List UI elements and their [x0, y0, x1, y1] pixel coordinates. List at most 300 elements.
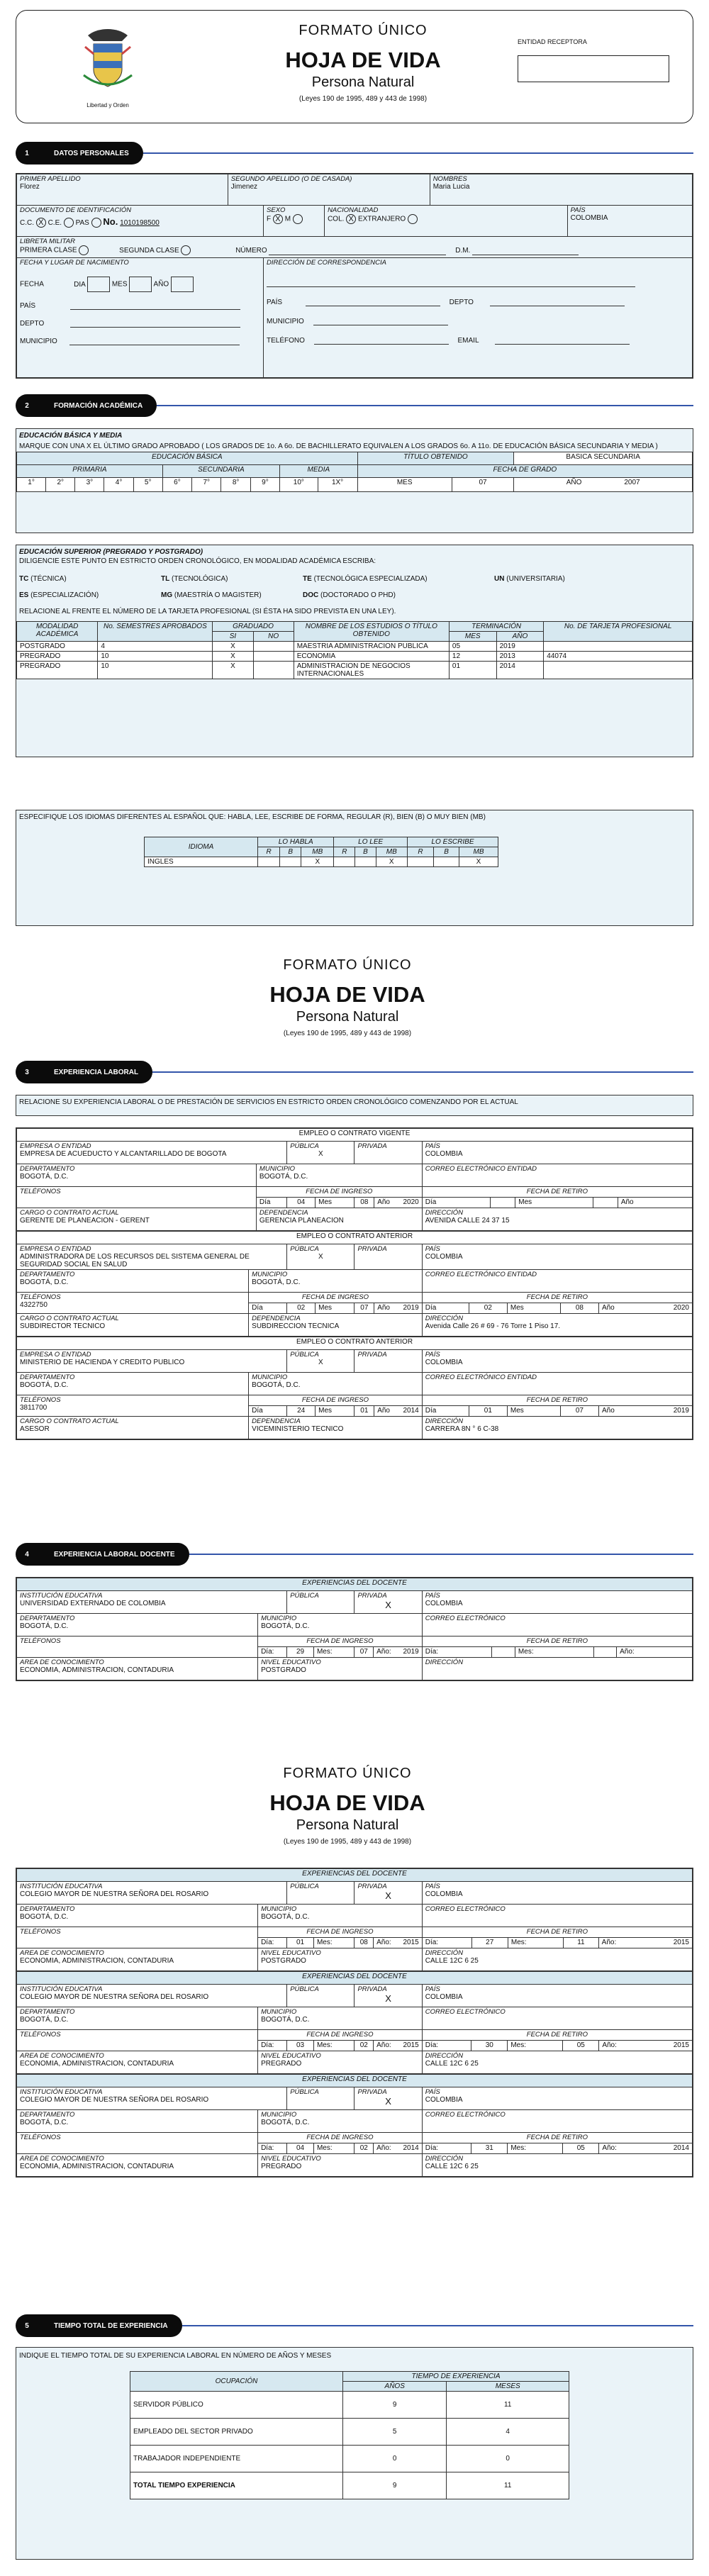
mes-label: Mes [515, 1198, 593, 1208]
grado-anio-label: AÑO [566, 479, 582, 486]
dia-label: Día: [422, 1938, 471, 1948]
section-number: 3 [25, 1068, 29, 1076]
area-label: AREA DE CONOCIMIENTO [20, 1658, 104, 1666]
area-field[interactable]: ECONOMIA, ADMINISTRACION, CONTADURIA [20, 2060, 174, 2068]
edu-si-cell[interactable]: X [213, 662, 253, 679]
nivel-field[interactable]: PREGRADO [261, 2060, 302, 2068]
anios-cell[interactable]: 9 [343, 2392, 447, 2419]
h-r: R [258, 847, 280, 857]
depto-label: DEPARTAMENTO [20, 1271, 75, 1278]
idioma-mark-cell[interactable]: X [459, 857, 498, 867]
second-surname-field[interactable]: Jimenez [230, 183, 258, 191]
primera-clase-radio[interactable] [79, 245, 89, 255]
first-surname-label: PRIMER APELLIDO [20, 175, 81, 183]
edu-sem-cell[interactable]: 4 [98, 642, 213, 652]
publica-mark[interactable]: X [318, 1150, 323, 1158]
page-subtitle: Persona Natural [296, 1817, 399, 1833]
empresa-label: EMPRESA O ENTIDAD [20, 1245, 91, 1253]
tel-label: TELÉFONOS [20, 1637, 61, 1645]
retiro-anio[interactable]: 2019 [673, 1407, 689, 1415]
anio-label: Año: [602, 2041, 617, 2049]
retiro-dia[interactable] [492, 1647, 515, 1658]
formato-label: FORMATO ÚNICO [283, 957, 412, 973]
section-3-pill [16, 1061, 152, 1083]
privada-mark[interactable]: X [385, 1600, 391, 1610]
nivel-label: NIVEL EDUCATIVO [261, 2155, 321, 2163]
inst-label: INSTITUCIÓN EDUCATIVA [20, 2088, 103, 2096]
fecha-grado-header: FECHA DE GRADO [357, 465, 692, 478]
anio-label: Año [377, 1407, 390, 1415]
privada-mark[interactable]: X [385, 1890, 391, 1901]
depto-field[interactable]: BOGOTÁ, D.C. [20, 2016, 69, 2024]
anios-cell[interactable]: 0 [343, 2446, 447, 2472]
inst-field[interactable]: COLEGIO MAYOR DE NUESTRA SEÑORA DEL ROSARIO [20, 2096, 209, 2104]
area-field[interactable]: ECONOMIA, ADMINISTRACION, CONTADURIA [20, 1957, 174, 1965]
edu-si-cell[interactable]: X [213, 642, 253, 652]
meses-cell[interactable]: 11 [447, 2472, 569, 2499]
anios-cell[interactable]: 5 [343, 2419, 447, 2446]
ce-label: C.E. [48, 219, 62, 227]
retiro-anio[interactable]: 2020 [673, 1304, 689, 1312]
municipio-field[interactable]: BOGOTÁ, D.C. [259, 1173, 308, 1181]
sex-label: SEXO [267, 206, 286, 214]
names-field[interactable]: Maria Lucia [432, 183, 470, 191]
primera-clase-label: PRIMERA CLASE [20, 246, 77, 255]
dependencia-field[interactable]: GERENCIA PLANEACION [259, 1217, 344, 1225]
cargo-field[interactable]: ASESOR [20, 1425, 50, 1433]
section-number: 1 [25, 149, 29, 157]
tel-field[interactable]: 3811700 [20, 1404, 48, 1412]
inst-field[interactable]: COLEGIO MAYOR DE NUESTRA SEÑORA DEL ROSARIO [20, 1890, 209, 1898]
dia-label: Día: [422, 2143, 471, 2154]
tel-field[interactable]: 4322750 [20, 1301, 48, 1309]
municipio-field[interactable]: BOGOTÁ, D.C. [261, 1622, 310, 1630]
h-tarjeta: No. DE TARJETA PROFESIONAL [544, 622, 693, 642]
idioma-mark-cell[interactable] [280, 857, 301, 867]
edu-nombre-cell[interactable]: ECONOMIA [294, 652, 449, 662]
pais-field[interactable]: COLOMBIA [570, 214, 608, 222]
birth-month-field[interactable] [129, 277, 152, 292]
ingreso-anio[interactable]: 2015 [403, 1939, 419, 1946]
municipio-label: MUNICIPIO [261, 1615, 297, 1622]
edu-mod-cell[interactable]: PREGRADO [17, 662, 98, 679]
nationality-label: NACIONALIDAD [328, 206, 379, 214]
edu-mod-cell[interactable]: PREGRADO [17, 652, 98, 662]
depto-field[interactable]: BOGOTÁ, D.C. [20, 1381, 69, 1389]
address-label: DIRECCIÓN DE CORRESPONDENCIA [267, 259, 386, 267]
edu-no-cell[interactable] [253, 662, 294, 679]
tel-label: TELÉFONOS [20, 2134, 61, 2141]
section-title: DATOS PERSONALES [54, 149, 129, 157]
privada-mark[interactable]: X [385, 1993, 391, 2004]
empresa-field[interactable]: MINISTERIO DE HACIENDA Y CREDITO PUBLICO [20, 1359, 185, 1366]
retiro-mes[interactable]: 07 [560, 1406, 598, 1417]
h-terminacion: TERMINACIÓN [449, 622, 543, 632]
job-block [16, 1128, 693, 1231]
retiro-mes[interactable]: 05 [563, 2041, 599, 2051]
code-text: (ESPECIALIZACIÓN) [30, 591, 99, 599]
ingreso-mes[interactable]: 02 [354, 2041, 374, 2051]
nivel-field[interactable]: POSTGRADO [261, 1957, 306, 1965]
direccion-label: DIRECCIÓN [425, 1209, 464, 1217]
retiro-dia[interactable]: 30 [471, 2041, 508, 2051]
code-tc [19, 575, 161, 583]
birth-depto [20, 320, 260, 328]
ingreso-mes[interactable]: 07 [354, 1303, 374, 1314]
direccion-label: DIRECCIÓN [425, 1417, 464, 1425]
dia-label: Día: [258, 2041, 287, 2051]
ingreso-dia[interactable]: 02 [287, 1303, 316, 1314]
direccion-field[interactable]: CARRERA 8N ° 6 C-38 [425, 1425, 499, 1433]
h-graduado: GRADUADO [213, 622, 294, 632]
edu-mes-cell[interactable]: 01 [449, 662, 496, 679]
edu-tarj-cell[interactable] [544, 662, 693, 679]
birth-pais-label: PAÍS [20, 302, 36, 310]
first-surname-field[interactable]: Florez [20, 183, 40, 191]
edu-superior-intro [16, 545, 693, 618]
retiro-anio[interactable]: 2015 [673, 2041, 689, 2049]
empresa-field[interactable]: ADMINISTRADORA DE LOS RECURSOS DEL SISTEMA GENERAL DE SEGURIDAD SOCIAL EN SALUD [20, 1253, 250, 1269]
grade-cell[interactable]: 7° [192, 478, 221, 492]
m-radio[interactable] [293, 214, 303, 224]
anios-cell[interactable]: 9 [343, 2472, 447, 2499]
retiro-mes[interactable]: 11 [564, 1938, 598, 1948]
retiro-label: FECHA DE RETIRO [422, 1637, 692, 1647]
doc-number-field[interactable]: 1010198500 [120, 219, 160, 227]
retiro-dia[interactable]: 27 [471, 1938, 508, 1948]
ingreso-mes[interactable]: 08 [354, 1938, 374, 1948]
page-subtitle: Persona Natural [311, 74, 415, 90]
inst-field[interactable]: UNIVERSIDAD EXTERNADO DE COLOMBIA [20, 1600, 166, 1607]
law-reference: (Leyes 190 de 1995, 489 y 443 de 1998) [283, 1030, 412, 1037]
ingreso-dia[interactable]: 04 [287, 2143, 314, 2154]
direccion-field[interactable]: CALLE 12C 6 25 [425, 1957, 479, 1965]
grade-cell[interactable]: 9° [250, 478, 279, 492]
retiro-anio[interactable]: 2014 [673, 2144, 689, 2152]
grade-cell[interactable]: 10° [280, 478, 318, 492]
depto-field[interactable]: BOGOTÁ, D.C. [20, 1913, 69, 1921]
publica-label: PÚBLICA [290, 1245, 319, 1253]
publica-mark[interactable]: X [318, 1253, 323, 1261]
birth-depto-field[interactable] [70, 327, 240, 328]
code: UN [494, 575, 505, 583]
col-radio[interactable]: X [346, 214, 356, 224]
retiro-mes[interactable] [593, 1198, 618, 1208]
ocupacion-cell: TOTAL TIEMPO EXPERIENCIA [130, 2472, 343, 2499]
edu-sem-cell[interactable]: 10 [98, 652, 213, 662]
direccion-field[interactable]: CALLE 12C 6 25 [425, 2060, 479, 2068]
pais-field[interactable]: COLOMBIA [425, 1890, 463, 1898]
nationality-options [328, 214, 564, 224]
idiomas-box [16, 810, 693, 926]
ingreso-anio[interactable]: 2014 [403, 2144, 419, 2152]
ingreso-dia[interactable]: 29 [287, 1647, 314, 1658]
privada-label: PRIVADA [357, 1883, 387, 1890]
exp-instr: RELACIONE SU EXPERIENCIA LABORAL O DE PRESTACIÓN DE SERVICIOS EN ESTRICTO ORDEN CRONOLÓGICO COMENZANDO POR EL ACTUAL [16, 1095, 693, 1116]
meses-cell[interactable]: 4 [447, 2419, 569, 2446]
mes-label: Mes: [313, 1938, 354, 1948]
dependencia-field[interactable]: SUBDIRECCION TECNICA [252, 1322, 340, 1330]
edu-mod-cell[interactable]: POSTGRADO [17, 642, 98, 652]
edu-tarj-cell[interactable] [544, 642, 693, 652]
edu-anio-cell[interactable]: 2019 [496, 642, 544, 652]
inst-field[interactable]: COLEGIO MAYOR DE NUESTRA SEÑORA DEL ROSARIO [20, 1993, 209, 2001]
idioma-mark-cell[interactable] [258, 857, 280, 867]
retiro-anio-wrap [618, 1198, 692, 1208]
dia-label: Día: [422, 2041, 471, 2051]
edu-anio-cell[interactable]: 2014 [496, 662, 544, 679]
titulo-field[interactable]: BASICA SECUNDARIA [514, 452, 693, 465]
grade-cell[interactable]: 2° [46, 478, 75, 492]
grado-mes-label: MES [357, 478, 452, 492]
cc-radio[interactable]: X [36, 218, 46, 228]
h-r: R [334, 847, 355, 857]
retiro-anio[interactable]: 2015 [673, 1939, 689, 1946]
ingreso-anio[interactable]: 2014 [403, 1407, 419, 1415]
dependencia-label: DEPENDENCIA [259, 1209, 308, 1217]
job-block [16, 1231, 693, 1337]
h-b: B [355, 847, 376, 857]
mes-label: Mes: [508, 2143, 563, 2154]
idiomas-table [144, 837, 498, 867]
modalidad-codes-2 [19, 591, 690, 599]
formato-label: FORMATO ÚNICO [298, 23, 428, 38]
idioma-mark-cell[interactable] [355, 857, 376, 867]
municipio-field[interactable]: BOGOTÁ, D.C. [261, 2119, 310, 2126]
grade-cell[interactable]: 3° [75, 478, 104, 492]
tiempo-box [16, 2347, 693, 2560]
table-row [17, 642, 693, 652]
entidad-receptora-label: ENTIDAD RECEPTORA [518, 38, 587, 45]
segunda-clase-radio[interactable] [181, 245, 191, 255]
code: MG [161, 591, 173, 599]
retiro-label: FECHA DE RETIRO [422, 2133, 692, 2143]
ingreso-anio[interactable]: 2020 [403, 1198, 419, 1206]
ingreso-dia[interactable]: 01 [287, 1938, 314, 1948]
pais-field[interactable]: COLOMBIA [425, 1253, 463, 1261]
mes-label: Mes: [313, 2041, 354, 2051]
birth-pais-field[interactable] [70, 309, 240, 310]
idioma-mark-cell[interactable]: X [376, 857, 407, 867]
birth-year-field[interactable] [171, 277, 194, 292]
ingreso-label: FECHA DE INGRESO [258, 2030, 423, 2041]
h-semestres: No. SEMESTRES APROBADOS [98, 622, 213, 642]
section-5-header [16, 2314, 693, 2337]
depto-field[interactable]: BOGOTÁ, D.C. [20, 1622, 69, 1630]
direccion-label: DIRECCIÓN [425, 2155, 464, 2163]
privada-mark[interactable]: X [385, 2096, 391, 2107]
tel-field[interactable] [314, 344, 449, 345]
ce-radio[interactable] [64, 218, 74, 228]
municipio-field[interactable]: BOGOTÁ, D.C. [252, 1381, 301, 1389]
retiro-anio-wrap [617, 1647, 693, 1658]
idiomas-instr: ESPECIFIQUE LOS IDIOMAS DIFERENTES AL ESPAÑOL QUE: HABLA, LEE, ESCRIBE DE FORMA, REGULAR (R), BIEN (B) O MUY BIEN (MB) [19, 813, 486, 821]
birth-depto-label: DEPTO [20, 320, 45, 328]
publica-label: PÚBLICA [290, 1985, 319, 1993]
publica-label: PÚBLICA [290, 1142, 319, 1150]
retiro-dia[interactable]: 02 [469, 1303, 507, 1314]
dm-label: D.M. [455, 246, 471, 255]
pais-field[interactable]: COLOMBIA [425, 1359, 463, 1366]
section-rule [189, 1554, 693, 1555]
grade-cell[interactable]: 8° [221, 478, 250, 492]
depto-label: DEPARTAMENTO [20, 1373, 75, 1381]
edu-mes-cell[interactable]: 05 [449, 642, 496, 652]
depto-field[interactable]: BOGOTÁ, D.C. [20, 1278, 69, 1286]
ocupacion-cell: EMPLEADO DEL SECTOR PRIVADO [130, 2419, 343, 2446]
ingreso-mes[interactable]: 01 [354, 1406, 374, 1417]
page-subtitle: Persona Natural [296, 1009, 399, 1025]
tel-label: TELÉFONOS [20, 1396, 61, 1404]
retiro-mes[interactable] [593, 1647, 616, 1658]
idioma-mark-cell[interactable] [434, 857, 459, 867]
cargo-field[interactable]: GERENTE DE PLANEACION - GERENT [20, 1217, 150, 1225]
page-1 [16, 10, 693, 123]
direccion-field[interactable]: CALLE 12C 6 25 [425, 2163, 479, 2170]
retiro-dia[interactable]: 31 [471, 2143, 508, 2154]
area-field[interactable]: ECONOMIA, ADMINISTRACION, CONTADURIA [20, 1666, 174, 1674]
f-radio[interactable]: X [273, 214, 283, 224]
h-anio: AÑO [496, 632, 544, 642]
direccion-field[interactable]: Avenida Calle 26 # 69 - 76 Torre 1 Piso 17. [425, 1322, 561, 1330]
email-label: EMAIL [457, 337, 479, 345]
section-5-pill [16, 2314, 182, 2337]
edu-nombre-cell[interactable]: ADMINISTRACION DE NEGOCIOS INTERNACIONALES [294, 662, 449, 679]
publica-mark[interactable]: X [318, 1359, 323, 1366]
privada-label: PRIVADA [357, 1245, 387, 1253]
retiro-dia[interactable] [491, 1198, 515, 1208]
grade-cell[interactable]: 6° [162, 478, 191, 492]
privada-label: PRIVADA [357, 1142, 387, 1150]
meses-cell[interactable]: 11 [447, 2392, 569, 2419]
edu-basica-instr: MARQUE CON UNA X EL ÚLTIMO GRADO APROBADO ( LOS GRADOS DE 1o. A 6o. DE BACHILLERATO EQUIVALEN A LOS GRADOS 6o. A 11o. DE EDUCACIÓN BÁSICA SECUNDARIA Y MEDIA ) [19, 442, 658, 450]
table-row [17, 662, 693, 679]
municipio-field[interactable]: BOGOTÁ, D.C. [252, 1278, 301, 1286]
grade-cell[interactable]: 1° [17, 478, 46, 492]
entidad-receptora-field[interactable] [518, 55, 669, 82]
address-line [267, 279, 689, 287]
h-no: NO [253, 632, 294, 642]
ingreso-label: FECHA DE INGRESO [249, 1293, 423, 1303]
retiro-mes[interactable]: 08 [560, 1303, 598, 1314]
email-field[interactable] [495, 344, 630, 345]
ingreso-anio-wrap [374, 2041, 423, 2051]
retiro-anio-wrap [599, 2143, 693, 2154]
depto-field[interactable]: BOGOTÁ, D.C. [20, 2119, 69, 2126]
edu-basica-intro [16, 429, 693, 452]
dependencia-field[interactable]: VICEMINISTERIO TECNICO [252, 1425, 344, 1433]
pais-field[interactable]: COLOMBIA [425, 1993, 463, 2001]
privada-label: PRIVADA [357, 1592, 387, 1600]
ingreso-anio[interactable]: 2019 [403, 1648, 419, 1656]
job-head: EMPLEO O CONTRATO ANTERIOR [17, 1337, 693, 1350]
section-rule [182, 2325, 693, 2326]
mes-label: Mes: [508, 1938, 563, 1948]
idioma-mark-cell[interactable] [407, 857, 433, 867]
mes-label: Mes: [313, 1647, 354, 1658]
pais-field[interactable]: COLOMBIA [425, 1150, 463, 1158]
idioma-mark-cell[interactable]: X [301, 857, 334, 867]
retiro-label: FECHA DE RETIRO [422, 1395, 692, 1406]
retiro-dia[interactable]: 01 [469, 1406, 507, 1417]
section-3-header [16, 1061, 693, 1083]
edu-mes-cell[interactable]: 12 [449, 652, 496, 662]
extranjero-radio[interactable] [408, 214, 418, 224]
retiro-mes[interactable]: 05 [563, 2143, 599, 2154]
dia-label: Día [422, 1198, 490, 1208]
h-habla: LO HABLA [258, 837, 334, 847]
ingreso-dia[interactable]: 04 [287, 1198, 316, 1208]
address-field[interactable] [267, 286, 635, 287]
municipio-field[interactable]: BOGOTÁ, D.C. [261, 2016, 310, 2024]
tiempo-instr: INDIQUE EL TIEMPO TOTAL DE SU EXPERIENCIA LABORAL EN NÚMERO DE AÑOS Y MESES [19, 2352, 332, 2360]
libreta-options [20, 245, 689, 255]
municipio-field[interactable]: BOGOTÁ, D.C. [261, 1913, 310, 1921]
idioma-mark-cell[interactable] [334, 857, 355, 867]
section-title: TIEMPO TOTAL DE EXPERIENCIA [54, 2321, 168, 2330]
edu-anio-cell[interactable]: 2013 [496, 652, 544, 662]
ingreso-anio[interactable]: 2015 [403, 2041, 419, 2049]
h-anios: AÑOS [343, 2382, 447, 2392]
direccion-label: DIRECCIÓN [425, 2052, 464, 2060]
edu-no-cell[interactable] [253, 642, 294, 652]
meses-cell[interactable]: 0 [447, 2446, 569, 2472]
pais-field[interactable]: COLOMBIA [425, 1600, 463, 1607]
ingreso-dia[interactable]: 24 [287, 1406, 316, 1417]
grade-cell[interactable]: 5° [133, 478, 162, 492]
nivel-field[interactable]: PREGRADO [261, 2163, 302, 2170]
form-header [16, 10, 693, 123]
grade-cell[interactable]: 1X° [318, 478, 357, 492]
area-label: AREA DE CONOCIMIENTO [20, 1949, 104, 1957]
addr-mun-label: MUNICIPIO [267, 318, 304, 325]
h-ocupacion: OCUPACIÓN [130, 2372, 343, 2392]
edu-nombre-cell[interactable]: MAESTRIA ADMINISTRACION PUBLICA [294, 642, 449, 652]
page-2-header [199, 957, 496, 1037]
pais-field[interactable]: COLOMBIA [425, 2096, 463, 2104]
publica-label: PÚBLICA [290, 2088, 319, 2096]
grado-anio-field[interactable]: 2007 [624, 479, 640, 486]
section-number: 4 [25, 1550, 29, 1559]
empresa-field[interactable]: EMPRESA DE ACUEDUCTO Y ALCANTARILLADO DE BOGOTA [20, 1150, 227, 1158]
code-tl [161, 575, 303, 583]
ingreso-mes[interactable]: 02 [354, 2143, 374, 2154]
direccion-field[interactable]: AVENIDA CALLE 24 37 15 [425, 1217, 510, 1225]
eb-header: EDUCACIÓN BÁSICA [17, 452, 358, 465]
edu-tarj-cell[interactable]: 44074 [544, 652, 693, 662]
area-field[interactable]: ECONOMIA, ADMINISTRACION, CONTADURIA [20, 2163, 174, 2170]
cargo-field[interactable]: SUBDIRECTOR TECNICO [20, 1322, 106, 1330]
edu-no-cell[interactable] [253, 652, 294, 662]
ingreso-mes[interactable]: 08 [354, 1198, 374, 1208]
ingreso-anio[interactable]: 2019 [403, 1304, 419, 1312]
ocupacion-cell: TRABAJADOR INDEPENDIENTE [130, 2446, 343, 2472]
idioma-name[interactable]: INGLES [145, 857, 258, 867]
depto-field[interactable]: BOGOTÁ, D.C. [20, 1173, 69, 1181]
edu-si-cell[interactable]: X [213, 652, 253, 662]
grade-cell[interactable]: 4° [104, 478, 133, 492]
privada-label: PRIVADA [357, 1351, 387, 1359]
birth-day-field[interactable] [87, 277, 110, 292]
edu-sem-cell[interactable]: 10 [98, 662, 213, 679]
pas-radio[interactable] [91, 218, 101, 228]
ingreso-dia[interactable]: 03 [287, 2041, 314, 2051]
ingreso-mes[interactable]: 07 [354, 1647, 374, 1658]
grado-mes-field[interactable]: 07 [452, 478, 513, 492]
dia-label: Día [422, 1406, 469, 1417]
nivel-field[interactable]: POSTGRADO [261, 1666, 306, 1674]
code-text: (TÉCNICA) [30, 575, 67, 583]
